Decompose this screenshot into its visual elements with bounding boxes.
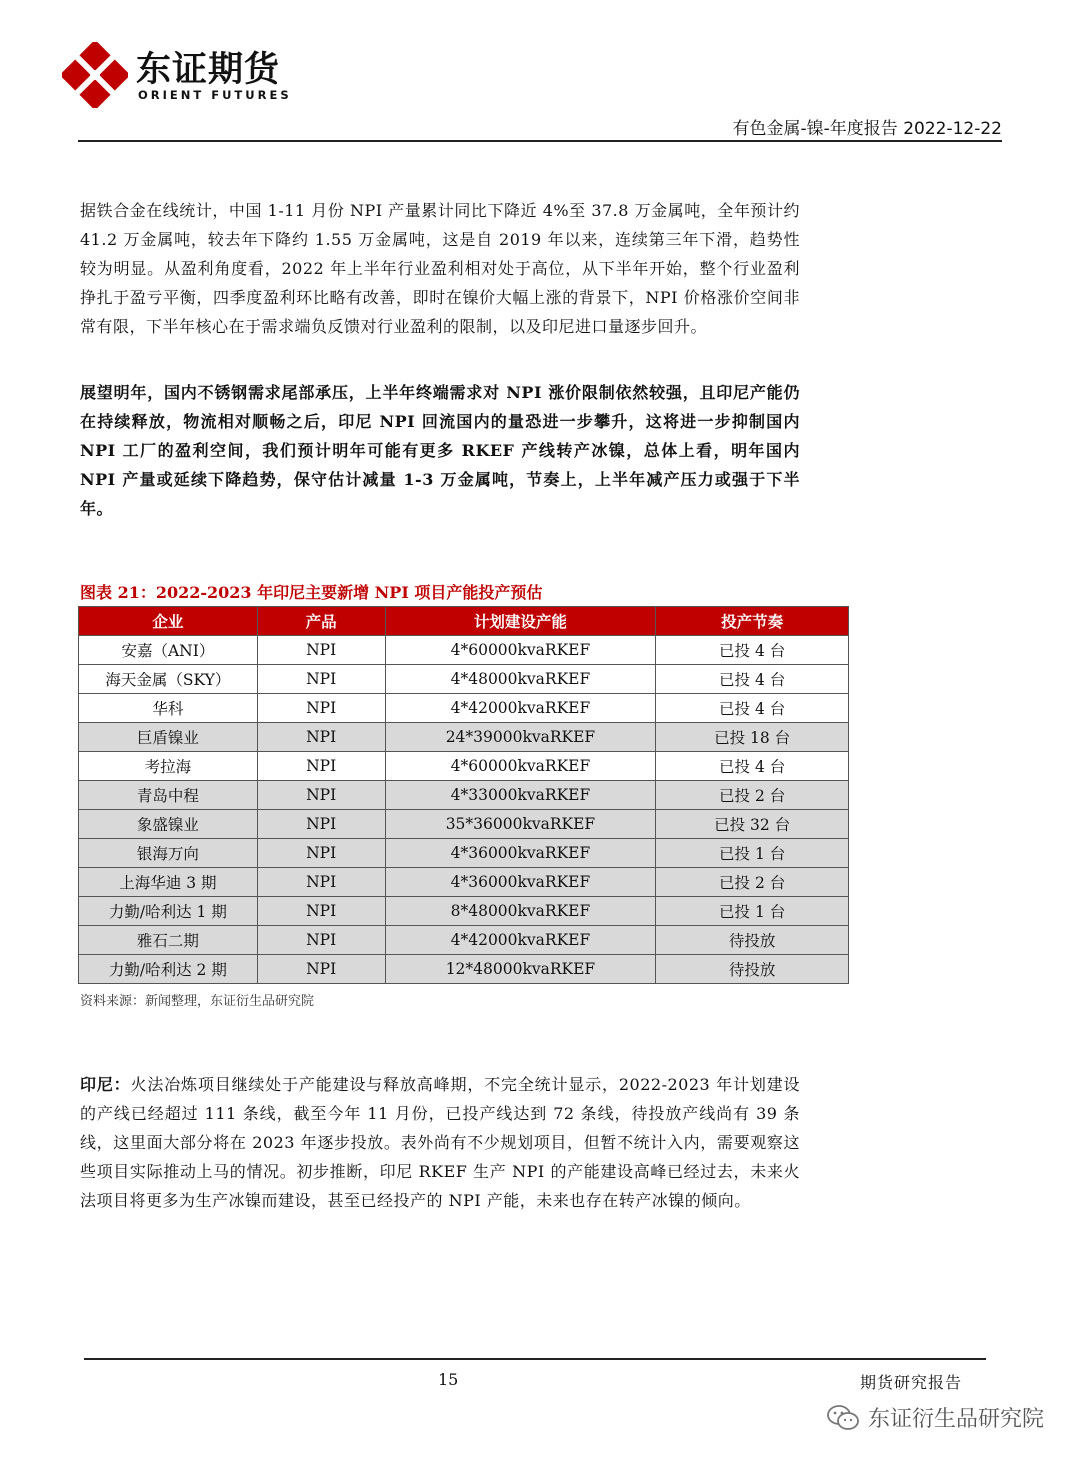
table-row xyxy=(79,723,849,752)
paragraph-indonesia xyxy=(80,1070,800,1215)
cell-capacity: 4*42000kvaRKEF xyxy=(385,694,656,723)
cell-capacity: 4*36000kvaRKEF xyxy=(385,868,656,897)
cell-company: 海天金属（SKY） xyxy=(79,665,258,694)
npi-projects-table xyxy=(78,606,849,984)
cell-status: 待投放 xyxy=(656,926,849,955)
paragraph-indonesia-lead: 印尼： xyxy=(80,1075,131,1094)
cell-status: 已投 4 台 xyxy=(656,665,849,694)
footer-label: 期货研究报告 xyxy=(859,1373,962,1392)
wechat-icon xyxy=(826,1404,860,1432)
header-capacity: 计划建设产能 xyxy=(385,607,656,636)
cell-product: NPI xyxy=(257,723,385,752)
cell-product: NPI xyxy=(257,839,385,868)
cell-product: NPI xyxy=(257,636,385,665)
cell-capacity: 35*36000kvaRKEF xyxy=(385,810,656,839)
cell-company: 上海华迪 3 期 xyxy=(79,868,258,897)
cell-status: 已投 32 台 xyxy=(656,810,849,839)
page-number: 15 xyxy=(438,1370,459,1389)
table-source: 资料来源：新闻整理，东证衍生品研究院 xyxy=(80,994,315,1009)
table-row xyxy=(79,694,849,723)
cell-company: 华科 xyxy=(79,694,258,723)
cell-status: 已投 2 台 xyxy=(656,868,849,897)
table-title: 图表 21：2022-2023 年印尼主要新增 NPI 项目产能投产预估 xyxy=(80,583,543,602)
cell-status: 已投 2 台 xyxy=(656,781,849,810)
table-row xyxy=(79,752,849,781)
cell-product: NPI xyxy=(257,926,385,955)
table-body xyxy=(79,636,849,984)
table-row xyxy=(79,810,849,839)
company-logo xyxy=(62,38,292,108)
cell-status: 已投 1 台 xyxy=(656,897,849,926)
cell-product: NPI xyxy=(257,694,385,723)
table-row xyxy=(79,926,849,955)
cell-capacity: 4*36000kvaRKEF xyxy=(385,839,656,868)
cell-company: 安嘉（ANI） xyxy=(79,636,258,665)
table-row xyxy=(79,781,849,810)
cell-status: 已投 4 台 xyxy=(656,636,849,665)
cell-capacity: 4*60000kvaRKEF xyxy=(385,636,656,665)
watermark-text: 东证衍生品研究院 xyxy=(867,1407,1044,1432)
cell-capacity: 4*60000kvaRKEF xyxy=(385,752,656,781)
table-row xyxy=(79,897,849,926)
table-row xyxy=(79,839,849,868)
table-header-row xyxy=(79,607,849,636)
cell-capacity: 4*33000kvaRKEF xyxy=(385,781,656,810)
table-row xyxy=(79,868,849,897)
cell-product: NPI xyxy=(257,955,385,984)
header-divider xyxy=(78,140,1002,142)
cell-product: NPI xyxy=(257,752,385,781)
table-row xyxy=(79,955,849,984)
cell-company: 青岛中程 xyxy=(79,781,258,810)
logo-english-name: ORIENT FUTURES xyxy=(138,88,292,102)
report-tag: 有色金属-镍-年度报告 2022-12-22 xyxy=(732,119,1002,139)
paragraph-outlook: 展望明年，国内不锈钢需求尾部承压，上半年终端需求对 NPI 涨价限制依然较强，且印尼产能仍在持续释放，物流相对顺畅之后，印尼 NPI 回流国内的量恐进一步攀升，这将进一步抑制国内 NPI 工厂的盈利空间，我们预计明年可能有更多 RKEF 产线转产冰镍，总体上看，明年国内 NPI 产量或延续下降趋势，保守估计减量 1-3 万金属吨，节奏上，上半年减产压力或强于下半年。 xyxy=(80,383,800,518)
cell-status: 待投放 xyxy=(656,955,849,984)
cell-capacity: 8*48000kvaRKEF xyxy=(385,897,656,926)
cell-company: 巨盾镍业 xyxy=(79,723,258,752)
cell-product: NPI xyxy=(257,781,385,810)
paragraph-indonesia-text: 火法冶炼项目继续处于产能建设与释放高峰期，不完全统计显示，2022-2023 年计划建设的产线已经超过 111 条线，截至今年 11 月份，已投产线达到 72 条线，待投放产线尚有 39 条线，这里面大部分将在 2023 年逐步投放。表外尚有不少规划项目，但暂不统计入内，需要观察这些项目实际推动上马的情况。初步推断，印尼 RKEF 生产 NPI 的产能建设高峰已经过去，未来火法项目将更多为生产冰镍而建设，甚至已经投产的 NPI 产能，未来也存在转产冰镍的倾向。 xyxy=(80,1075,800,1210)
cell-company: 力勤/哈利达 2 期 xyxy=(79,955,258,984)
cell-capacity: 4*48000kvaRKEF xyxy=(385,665,656,694)
cell-company: 力勤/哈利达 1 期 xyxy=(79,897,258,926)
cell-company: 雅石二期 xyxy=(79,926,258,955)
wechat-watermark xyxy=(826,1402,1044,1433)
footer-divider xyxy=(84,1358,986,1360)
cell-capacity: 12*48000kvaRKEF xyxy=(385,955,656,984)
paragraph-npi-output: 据铁合金在线统计，中国 1-11 月份 NPI 产量累计同比下降近 4%至 37.8 万金属吨，全年预计约 41.2 万金属吨，较去年下降约 1.55 万金属吨，这是自 2019 年以来，连续第三年下滑，趋势性较为明显。从盈利角度看，2022 年上半年行业盈利相对处于高位，从下半年开始，整个行业盈利挣扎于盈亏平衡，四季度盈利环比略有改善，即时在镍价大幅上涨的背景下，NPI 价格涨价空间非常有限，下半年核心在于需求端负反馈对行业盈利的限制，以及印尼进口量逐步回升。 xyxy=(80,201,800,336)
table-row xyxy=(79,665,849,694)
header-company: 企业 xyxy=(79,607,258,636)
cell-company: 考拉海 xyxy=(79,752,258,781)
cell-company: 象盛镍业 xyxy=(79,810,258,839)
cell-product: NPI xyxy=(257,665,385,694)
cell-status: 已投 18 台 xyxy=(656,723,849,752)
cell-capacity: 24*39000kvaRKEF xyxy=(385,723,656,752)
cell-product: NPI xyxy=(257,810,385,839)
cell-capacity: 4*42000kvaRKEF xyxy=(385,926,656,955)
cell-product: NPI xyxy=(257,868,385,897)
logo-chinese-name: 东证期货 xyxy=(136,50,281,90)
cell-status: 已投 1 台 xyxy=(656,839,849,868)
cell-status: 已投 4 台 xyxy=(656,694,849,723)
header-product: 产品 xyxy=(257,607,385,636)
cell-product: NPI xyxy=(257,897,385,926)
cell-company: 银海万向 xyxy=(79,839,258,868)
cell-status: 已投 4 台 xyxy=(656,752,849,781)
table-row xyxy=(79,636,849,665)
header-status: 投产节奏 xyxy=(656,607,849,636)
orient-futures-logo-icon xyxy=(62,42,128,108)
